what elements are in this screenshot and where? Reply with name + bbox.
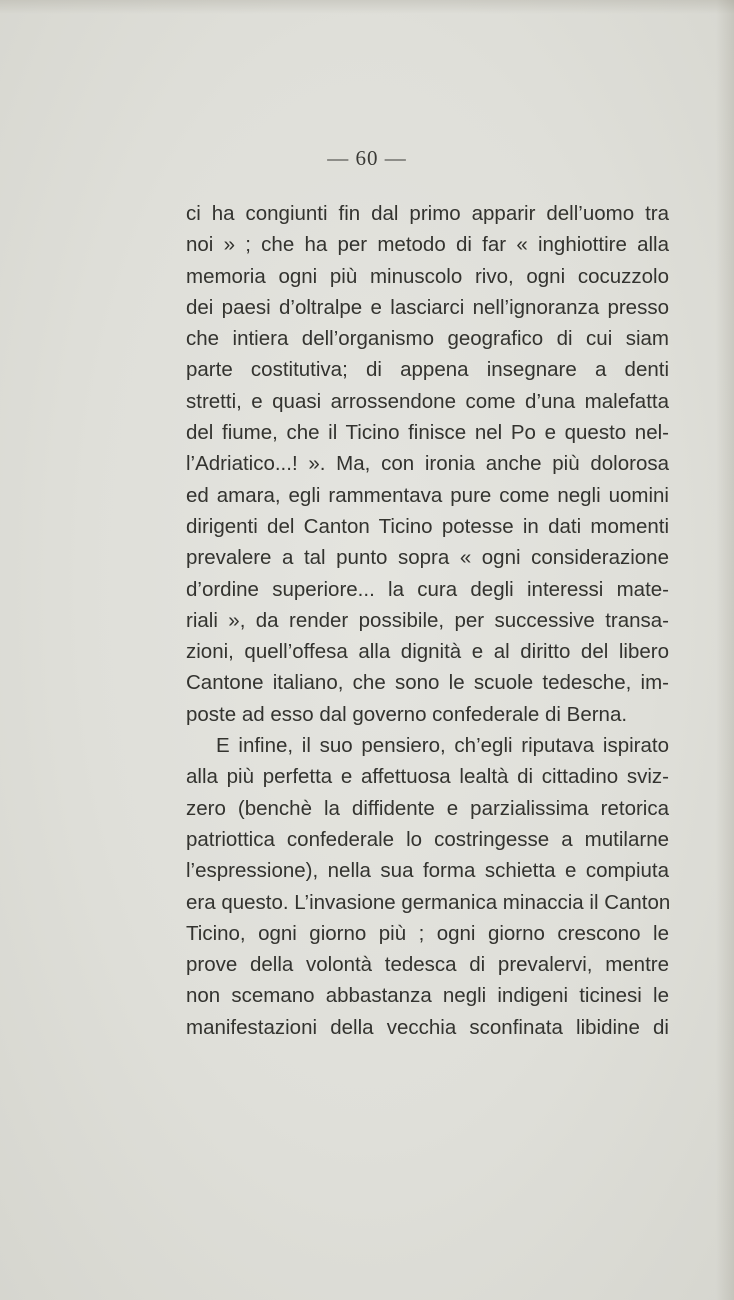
text-line: dei paesi d’oltralpe e lasciarci nell’ignoranza presso [186, 295, 669, 319]
text-line: riali », da render possibile, per successive transa- [186, 608, 669, 632]
text-line: memoria ogni più minuscolo rivo, ogni cocuzzolo [186, 264, 669, 288]
text-line: stretti, e quasi arrossendone come d’una malefatta [186, 389, 669, 413]
text-line: ci ha congiunti fin dal primo apparir dell’uomo tra [186, 202, 669, 225]
text-line: del fiume, che il Ticino finisce nel Po e questo nel- [186, 421, 669, 445]
text-line: Ticino, ogni giorno più ; ogni giorno crescono le [186, 921, 669, 945]
text-line: non scemano abbastanza negli indigeni ticinesi le [186, 984, 669, 1008]
text-line: zioni, quell’offesa alla dignità e al diritto del libero [186, 640, 669, 664]
text-line: Cantone italiano, che sono le scuole tedesche, im- [186, 671, 669, 695]
page-edge-shadow-top [0, 0, 734, 14]
text-line: d’ordine superiore... la cura degli interessi mate- [186, 577, 669, 601]
text-line: ed amara, egli rammentava pure come negli uomini [186, 483, 669, 507]
text-line: l’Adriatico...! ». Ma, con ironia anche più dolorosa [186, 452, 669, 476]
text-line: era questo. L’invasione germanica minaccia il Canton [186, 890, 671, 914]
page-number: — 60 — [327, 146, 407, 170]
text-line: prove della volontà tedesca di prevalervi, mentre [186, 953, 669, 977]
text-line: manifestazioni della vecchia sconfinata libidine di [186, 1015, 669, 1039]
page-edge-shadow-right [716, 0, 734, 1300]
text-line: zero (benchè la diffidente e parzialissima retorica [186, 796, 669, 820]
text-line: patriottica confederale lo costringesse a mutilarne [186, 827, 669, 851]
text-line: parte costitutiva; di appena insegnare a denti [186, 358, 669, 382]
text-line: dirigenti del Canton Ticino potesse in dati momenti [186, 514, 669, 538]
body-text [186, 198, 669, 1043]
text-line: poste ad esso dal governo confederale di Berna. [186, 702, 628, 726]
text-line: prevalere a tal punto sopra « ogni considerazione [186, 546, 669, 570]
text-line: che intiera dell’organismo geografico di cui siam [186, 327, 669, 351]
text-line: alla più perfetta e affettuosa lealtà di cittadino sviz- [186, 765, 669, 789]
text-line: E infine, il suo pensiero, ch’egli riputava ispirato [216, 734, 669, 758]
text-line: noi » ; che ha per metodo di far « inghiottire alla [186, 233, 669, 257]
text-line: l’espressione), nella sua forma schietta e compiuta [186, 859, 669, 883]
